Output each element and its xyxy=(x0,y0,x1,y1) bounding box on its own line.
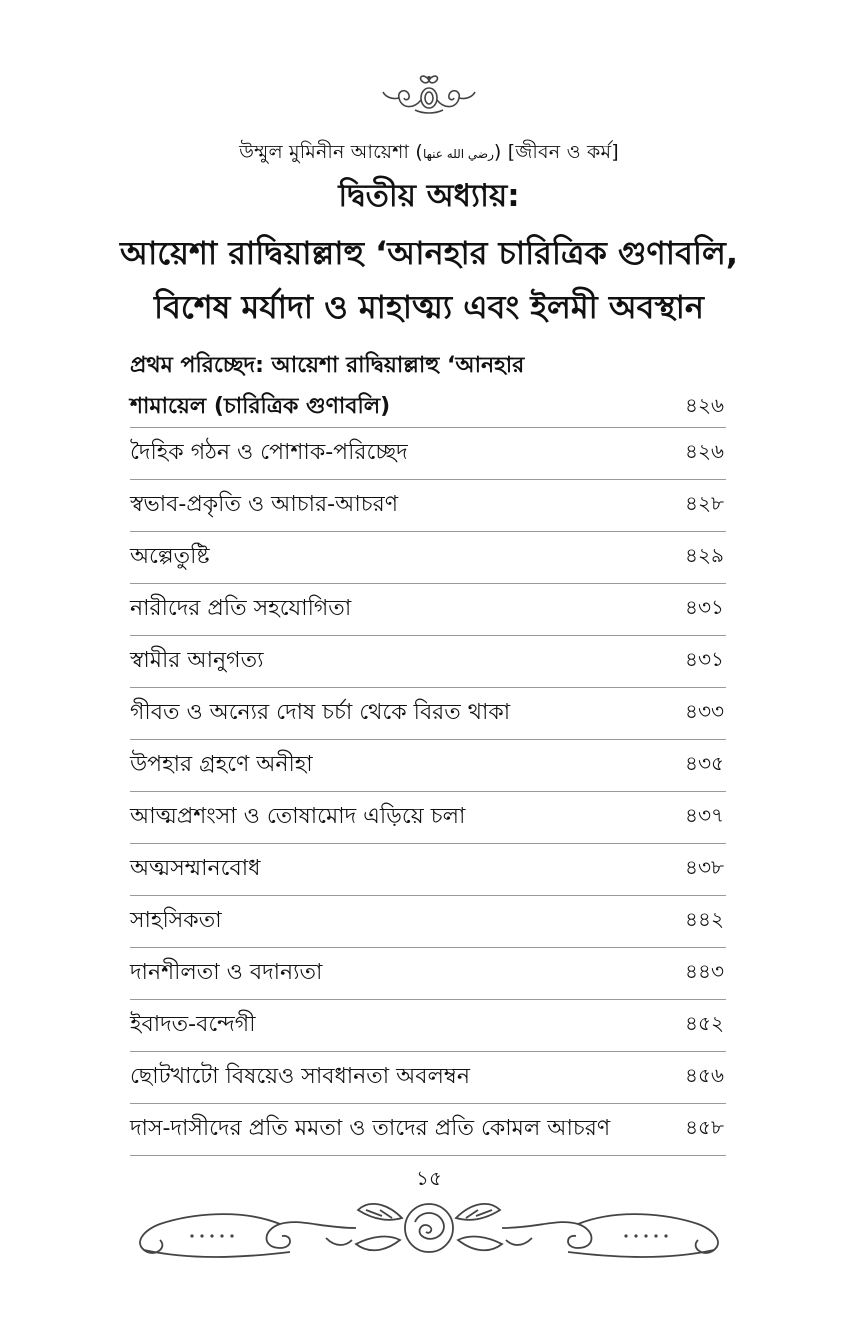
top-ornament-icon xyxy=(379,70,479,118)
toc-row[interactable] xyxy=(130,1000,726,1052)
toc-item-page: ৪৩৩ xyxy=(685,699,724,723)
toc-row[interactable] xyxy=(130,688,726,740)
toc-row[interactable] xyxy=(130,584,726,636)
toc-item-page: ৪২৯ xyxy=(685,543,724,567)
toc-item-label: দানশীলতা ও বদান্যতা xyxy=(130,960,323,985)
section-page-number: ৪২৬ xyxy=(685,392,724,417)
section-heading-continued: শামায়েল (চারিত্রিক গুণাবলি) xyxy=(130,393,391,419)
chapter-label: দ্বিতীয় অধ্যায়: xyxy=(338,178,520,214)
toc-row[interactable] xyxy=(130,948,726,1000)
toc-item-page: ৪৩১ xyxy=(685,595,724,619)
toc-row[interactable] xyxy=(130,1104,726,1156)
toc-row[interactable] xyxy=(130,896,726,948)
chapter-title-line1: আয়েশা রাদ্বিয়াল্লাহু ‘আনহার চারিত্রিক গুণাবলি, xyxy=(119,234,739,272)
toc-row[interactable] xyxy=(130,740,726,792)
toc-item-label: দাস-দাসীদের প্রতি মমতা ও তাদের প্রতি কোমল আচরণ xyxy=(130,1116,611,1141)
toc-item-label: ছোটখাটো বিষয়েও সাবধানতা অবলম্বন xyxy=(130,1064,470,1089)
toc-item-page: ৪৩১ xyxy=(685,647,724,671)
toc-item-page: ৪৫৬ xyxy=(685,1063,724,1087)
toc-row[interactable] xyxy=(130,532,726,584)
toc-row[interactable] xyxy=(130,636,726,688)
toc-item-page: ৪৫২ xyxy=(685,1011,724,1035)
toc-item-page: ৪৪২ xyxy=(685,907,724,931)
toc-item-page: ৪২৮ xyxy=(685,491,724,515)
toc-item-label: নারীদের প্রতি সহযোগিতা xyxy=(130,596,352,621)
book-title-end: ) [জীবন ও কর্ম] xyxy=(493,141,619,163)
toc-item-label: স্বভাব-প্রকৃতি ও আচার-আচরণ xyxy=(130,492,399,517)
toc-item-label: ইবাদত-বন্দেগী xyxy=(130,1012,256,1037)
table-of-contents xyxy=(130,345,726,1156)
toc-row[interactable] xyxy=(130,792,726,844)
toc-row[interactable] xyxy=(130,480,726,532)
toc-row[interactable] xyxy=(130,844,726,896)
toc-row[interactable] xyxy=(130,428,726,480)
toc-item-page: ৪৫৮ xyxy=(685,1115,724,1139)
radiyallahu-seal: رضي الله عنها xyxy=(422,147,494,161)
running-header xyxy=(0,138,858,170)
toc-item-label: দৈহিক গঠন ও পোশাক-পরিচ্ছেদ xyxy=(130,440,408,465)
toc-item-page: ৪২৬ xyxy=(685,439,724,463)
toc-item-label: উপহার গ্রহণে অনীহা xyxy=(130,752,313,777)
toc-item-label: অল্পেতুষ্টি xyxy=(130,544,210,569)
toc-item-label: স্বামীর আনুগত্য xyxy=(130,648,264,673)
toc-item-page: ৪৪৩ xyxy=(685,959,724,983)
page-number: ১৫ xyxy=(416,1166,442,1190)
toc-row[interactable] xyxy=(130,1052,726,1104)
toc-item-page: ৪৩৭ xyxy=(685,803,724,827)
toc-item-page: ৪৩৮ xyxy=(685,855,724,879)
toc-item-label: গীবত ও অন্যের দোষ চর্চা থেকে বিরত থাকা xyxy=(130,700,511,725)
book-title-start: উম্মুল মুমিনীন আয়েশা ( xyxy=(239,141,423,163)
toc-item-page: ৪৩৫ xyxy=(685,751,724,775)
section-heading: প্রথম পরিচ্ছেদ: আয়েশা রাদ্বিয়াল্লাহু ‘আনহার xyxy=(130,353,525,378)
chapter-title-line2: বিশেষ মর্যাদা ও মাহাত্ম্য এবং ইলমী অবস্থান xyxy=(153,288,705,326)
toc-item-label: আত্মপ্রশংসা ও তোষামোদ এড়িয়ে চলা xyxy=(130,804,466,829)
toc-item-label: সাহসিকতা xyxy=(130,908,222,933)
toc-item-label: অত্মসম্মানবোধ xyxy=(130,856,261,881)
section-heading-row[interactable] xyxy=(130,387,726,428)
bottom-rose-ornament-icon xyxy=(130,1188,728,1280)
